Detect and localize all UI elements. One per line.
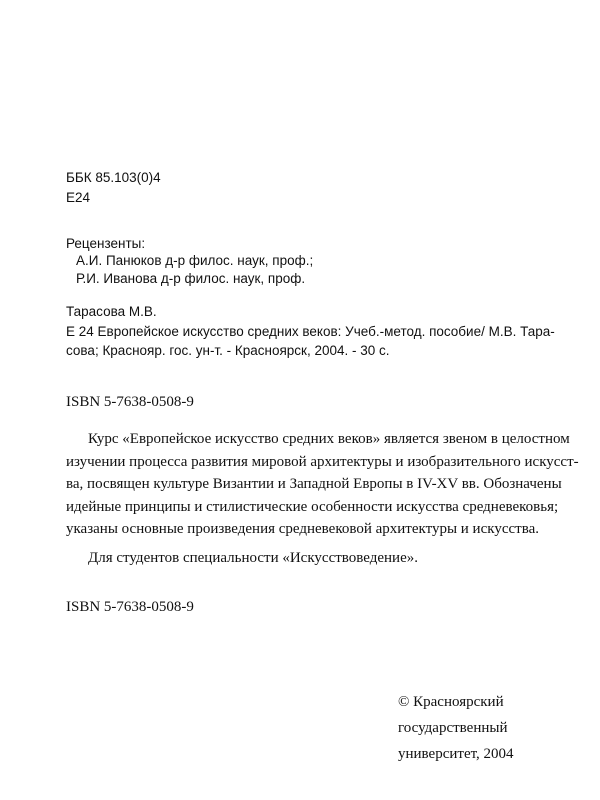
isbn-top: ISBN 5-7638-0508-9 <box>66 394 194 410</box>
annotation <box>66 428 579 541</box>
author-heading: Тарасова М.В. <box>66 304 157 319</box>
reviewer-2: Р.И. Иванова д-р филос. наук, проф. <box>76 271 306 286</box>
copyright-line: © Красноярский <box>398 694 504 710</box>
index-code: Е24 <box>66 190 91 205</box>
annotation-line: Курс «Европейское искусство средних веков» является звеном в целостном <box>88 431 570 447</box>
bibliographic-entry <box>66 322 555 360</box>
bib-entry-line-1: Е 24 Европейское искусство средних веков: Учеб.-метод. пособие/ М.В. Тара- <box>66 324 555 339</box>
reviewers-title: Рецензенты: <box>66 236 146 251</box>
annotation-line: изучении процесса развития мировой архитектуры и изобразительного искусст- <box>66 453 579 470</box>
isbn-bottom: ISBN 5-7638-0508-9 <box>66 599 194 615</box>
annotation-line: идейные принципы и стилистические особенности искусства средневековья; <box>66 498 559 515</box>
copyright-line: государственный <box>398 720 508 736</box>
copyright-line: университет, 2004 <box>398 746 514 762</box>
annotation-line: ва, посвящен культуре Византии и Западной Европы в IV-XV вв. Обозначены <box>66 476 562 492</box>
bib-entry-line-2: сова; Краснояр. гос. ун-т. - Красноярск, 2004. - 30 с. <box>66 343 390 358</box>
audience-note: Для студентов специальности «Искусствоведение». <box>88 550 418 566</box>
copyright-block <box>398 689 514 767</box>
bbk-code: ББК 85.103(0)4 <box>66 170 161 185</box>
reviewer-1: А.И. Панюков д-р филос. наук, проф.; <box>76 253 314 268</box>
annotation-line: указаны основные произведения средневековой архитектуры и искусства. <box>66 521 539 537</box>
